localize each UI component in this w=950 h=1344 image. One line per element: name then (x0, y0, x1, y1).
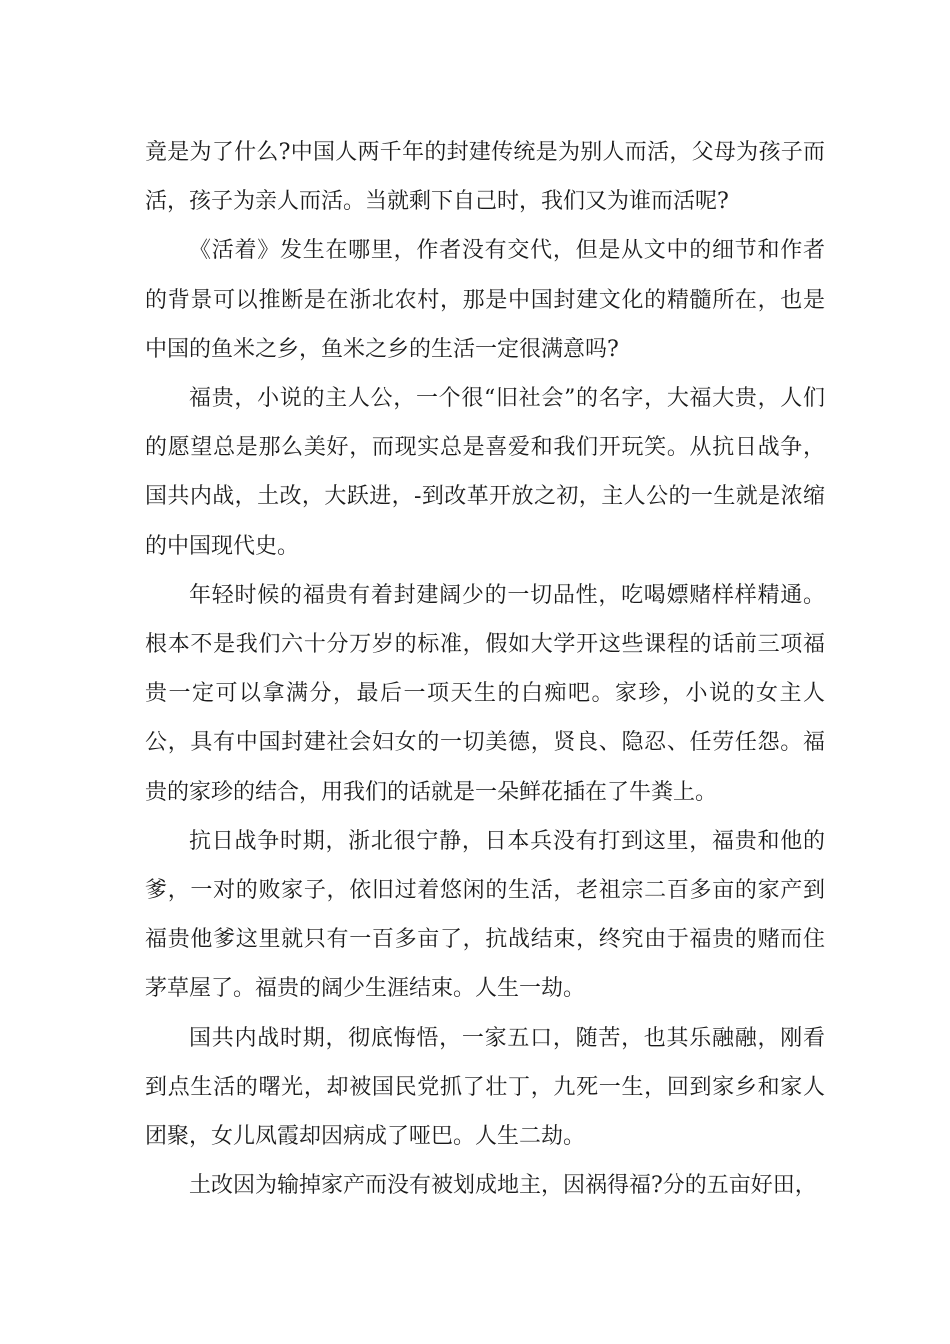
paragraph-1: 竟是为了什么?中国人两千年的封建传统是为别人而活，父母为孩子而活，孩子为亲人而活。当就剩下自己时，我们又为谁而活呢? (145, 140, 825, 215)
paragraph-5: 抗日战争时期，浙北很宁静，日本兵没有打到这里，福贵和他的爹，一对的败家子，依旧过着悠闲的生活，老祖宗二百多亩的家产到福贵他爹这里就只有一百多亩了，抗战结束，终究由于福贵的赌而住茅草屋了。福贵的阔少生涯结束。人生一劫。 (145, 828, 825, 1002)
paragraph-4: 年轻时候的福贵有着封建阔少的一切品性，吃喝嫖赌样样精通。根本不是我们六十分万岁的标准，假如大学开这些课程的话前三项福贵一定可以拿满分，最后一项天生的白痴吧。家珍，小说的女主人公，具有中国封建社会妇女的一切美德，贤良、隐忍、任劳任怨。福贵的家珍的结合，用我们的话就是一朵鲜花插在了牛粪上。 (145, 582, 825, 805)
paragraph-6: 国共内战时期，彻底悔悟，一家五口，随苦，也其乐融融，刚看到点生活的曙光，却被国民党抓了壮丁，九死一生，回到家乡和家人团聚，女儿凤霞却因病成了哑巴。人生二劫。 (145, 1025, 825, 1150)
document-body (145, 128, 825, 1210)
paragraph-3: 福贵，小说的主人公，一个很“旧社会”的名字，大福大贵，人们的愿望总是那么美好，而现实总是喜爱和我们开玩笑。从抗日战争，国共内战，土改，大跃进，-到改革开放之初，主人公的一生就是浓缩的中国现代史。 (145, 386, 825, 559)
paragraph-2: 《活着》发生在哪里，作者没有交代，但是从文中的细节和作者的背景可以推断是在浙北农村，那是中国封建文化的精髓所在，也是中国的鱼米之乡，鱼米之乡的生活一定很满意吗? (145, 238, 825, 362)
paragraph-7: 土改因为输掉家产而没有被划成地主，因祸得福?分的五亩好田， (189, 1173, 817, 1199)
